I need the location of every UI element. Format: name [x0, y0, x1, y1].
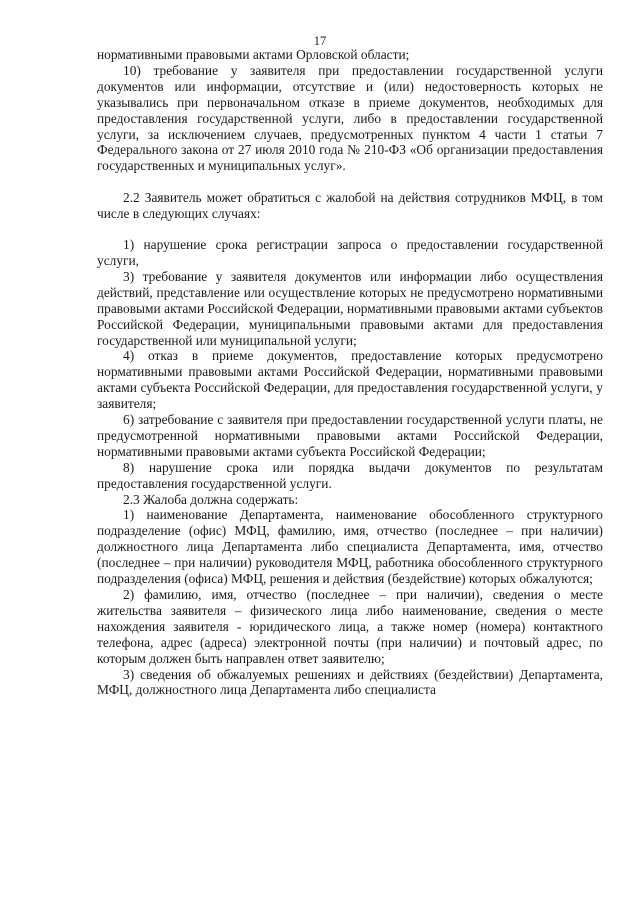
paragraph-item-1: 1) нарушение срока регистрации запроса о предоставлении государственной услуги, — [97, 237, 603, 268]
paragraph-complaint-item-2: 2) фамилию, имя, отчество (последнее – при наличии), сведения о месте жительства заявителя – физического лица либо наименование, сведения о месте нахождения заявителя - юридического лица, а также номер (номера) контактного телефона, адрес (адреса) электронной почты (при наличии) и почтовый адрес, по которым должен быть направлен ответ заявителю; — [97, 587, 603, 666]
paragraph-continuation: нормативными правовыми актами Орловской области; — [97, 47, 410, 62]
paragraph-item-3: 3) требование у заявителя документов или информации либо осуществления действий, представление или осуществление которых не предусмотрено нормативными правовыми актами Российской Федерации, нормативными правовыми актами субъектов Российской Федерации, муниципальными правовыми актами для предоставления государственной или муниципальной услуги; — [97, 268, 603, 348]
paragraph-section-2-2: 2.2 Заявитель может обратиться с жалобой на действия сотрудников МФЦ, в том числе в следующих случаях: — [97, 190, 603, 222]
paragraph-complaint-item-3: 3) сведения об обжалуемых решениях и действиях (бездействии) Департамента, МФЦ, должностного лица Департамента либо специалиста — [97, 666, 603, 698]
paragraph-item-4: 4) отказ в приеме документов, предоставление которых предусмотрено нормативными правовыми актами Российской Федерации, нормативными правовыми актами субъекта Российской Федерации, для предоставления государственной услуги, у заявителя; — [97, 348, 603, 412]
page-number: 17 — [313, 34, 327, 48]
paragraph-item-6: 6) затребование с заявителя при предоставлении государственной услуги платы, не предусмотренной нормативными правовыми актами Российской Федерации, нормативными правовыми актами субъекта Российской Федерации; — [97, 412, 603, 459]
paragraph-item-8: 8) нарушение срока или порядка выдачи документов по результатам предоставления государственной услуги. — [97, 459, 603, 491]
paragraph-section-2-3: 2.3 Жалоба должна содержать: — [123, 491, 299, 507]
document-body — [97, 47, 603, 698]
paragraph-item-10: 10) требование у заявителя при предоставлении государственной услуги документов или информации, отсутствие и (или) недостоверность которых не указывались при первоначальном отказе в приеме документов, необходимых для предоставления государственной услуги, либо в предоставлении государственной услуги, за исключением случаев, предусмотренных пунктом 4 части 1 статьи 7 Федерального закона от 27 июля 2010 года № 210-ФЗ «Об организации предоставления государственных и муниципальных услуг». — [97, 62, 603, 174]
paragraph-complaint-item-1: 1) наименование Департамента, наименование обособленного структурного подразделение (офис) МФЦ, фамилию, имя, отчество (последнее – при наличии) должностного лица Департамента либо специалиста Департамента, имя, отчество (последнее – при наличии) руководителя МФЦ, работника обособленного структурного подразделения (офиса) МФЦ, решения и действия (бездействие) которых обжалуются; — [97, 507, 603, 587]
